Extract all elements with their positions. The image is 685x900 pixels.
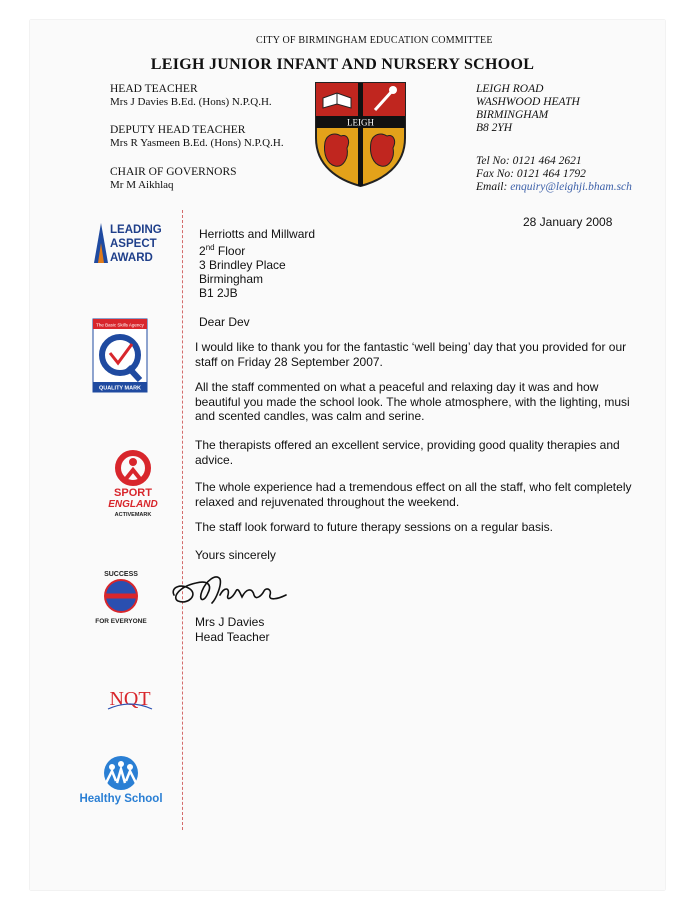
school-name: LEIGH JUNIOR INFANT AND NURSERY SCHOOL — [150, 56, 535, 73]
quality-mark-top-text: The Basic Skills Agency — [96, 322, 144, 328]
letter-date: 28 January 2008 — [523, 215, 613, 229]
floor-suffix: nd — [205, 243, 215, 252]
deputy-head-name: Mrs R Yasmeen B.Ed. (Hons) N.P.Q.H. — [110, 137, 284, 149]
address-line: LEIGH ROAD — [476, 83, 544, 95]
telephone-number: Tel No: 0121 464 2621 — [476, 155, 582, 167]
activemark-text: ACTIVEMARK — [114, 512, 152, 518]
recipient-line: 3 Brindley Place — [199, 258, 286, 272]
recipient-line: B1 2JB — [199, 286, 238, 300]
address-line: BIRMINGHAM — [476, 109, 549, 121]
body-paragraph: The whole experience had a tremendous effect on all the staff, who felt completely relaxed and rejuvenated throughout the weekend. — [195, 480, 632, 509]
body-paragraph: I would like to thank you for the fantastic ‘well being’ day that you provided for our staff on Friday 28 September 2007. — [195, 340, 627, 369]
deputy-head-block — [110, 124, 284, 150]
body-paragraph: The staff look forward to future therapy sessions on a regular basis. — [195, 520, 553, 534]
salutation: Dear Dev — [199, 315, 250, 329]
email-link[interactable]: enquiry@leighji.bham.sch — [510, 181, 632, 193]
chair-block — [110, 166, 237, 192]
deputy-head-title: DEPUTY HEAD TEACHER — [110, 124, 246, 136]
sport-text: SPORT — [114, 487, 152, 499]
floor-text: Floor — [214, 244, 246, 258]
committee-heading: CITY OF BIRMINGHAM EDUCATION COMMITTEE — [256, 35, 493, 46]
england-text: ENGLAND — [108, 499, 158, 510]
nqt-text: NQT — [109, 688, 151, 710]
quality-mark-logo — [92, 318, 148, 393]
school-address — [476, 83, 580, 135]
healthy-school-text: Healthy School — [79, 793, 163, 805]
healthy-school-logo — [78, 755, 164, 807]
body-paragraph: The therapists offered an excellent service, providing good quality therapies and advice. — [195, 438, 620, 467]
floor-number: 2 — [199, 244, 206, 258]
school-crest-icon — [313, 80, 408, 188]
recipient-line — [199, 241, 315, 258]
handwritten-signature — [168, 565, 293, 610]
fax-number: Fax No: 0121 464 1792 — [476, 168, 586, 180]
head-teacher-name: Mrs J Davies B.Ed. (Hons) N.P.Q.H. — [110, 96, 272, 108]
for-everyone-text: FOR EVERYONE — [95, 618, 147, 625]
closing-line: Yours sincerely — [195, 548, 276, 562]
margin-divider — [182, 210, 183, 830]
signer-title: Head Teacher — [195, 629, 270, 644]
head-teacher-title: HEAD TEACHER — [110, 83, 198, 95]
success-text: SUCCESS — [104, 571, 138, 578]
chair-name: Mr M Aikhlaq — [110, 179, 174, 191]
recipient-address — [199, 227, 315, 300]
leading-aspect-award-logo — [92, 221, 166, 265]
body-paragraph: All the staff commented on what a peaceful and relaxing day it was and how beautiful you made the school look. The whole atmosphere, with the lighting, musi and scented candles, was calm and serine. — [195, 380, 630, 423]
sport-england-logo — [103, 450, 163, 520]
head-teacher-block — [110, 83, 272, 109]
recipient-line: Birmingham — [199, 272, 264, 286]
chair-title: CHAIR OF GOVERNORS — [110, 166, 237, 178]
nqt-logo — [104, 683, 156, 713]
signer-block — [195, 615, 270, 644]
quality-mark-bottom-text: QUALITY MARK — [98, 385, 142, 392]
leading-aspect-text: AWARD — [110, 252, 153, 264]
email-line — [476, 181, 632, 194]
leading-aspect-text: LEADING — [110, 224, 162, 236]
school-contact — [476, 155, 632, 194]
address-line: WASHWOOD HEATH — [476, 96, 580, 108]
crest-label: LEIGH — [347, 117, 374, 128]
email-label: Email: — [476, 181, 511, 193]
recipient-line: Herriotts and Millward — [199, 227, 316, 241]
leading-aspect-text: ASPECT — [110, 238, 157, 250]
address-line: B8 2YH — [476, 122, 513, 134]
success-for-everyone-logo — [88, 566, 154, 626]
signer-name: Mrs J Davies — [195, 615, 265, 629]
